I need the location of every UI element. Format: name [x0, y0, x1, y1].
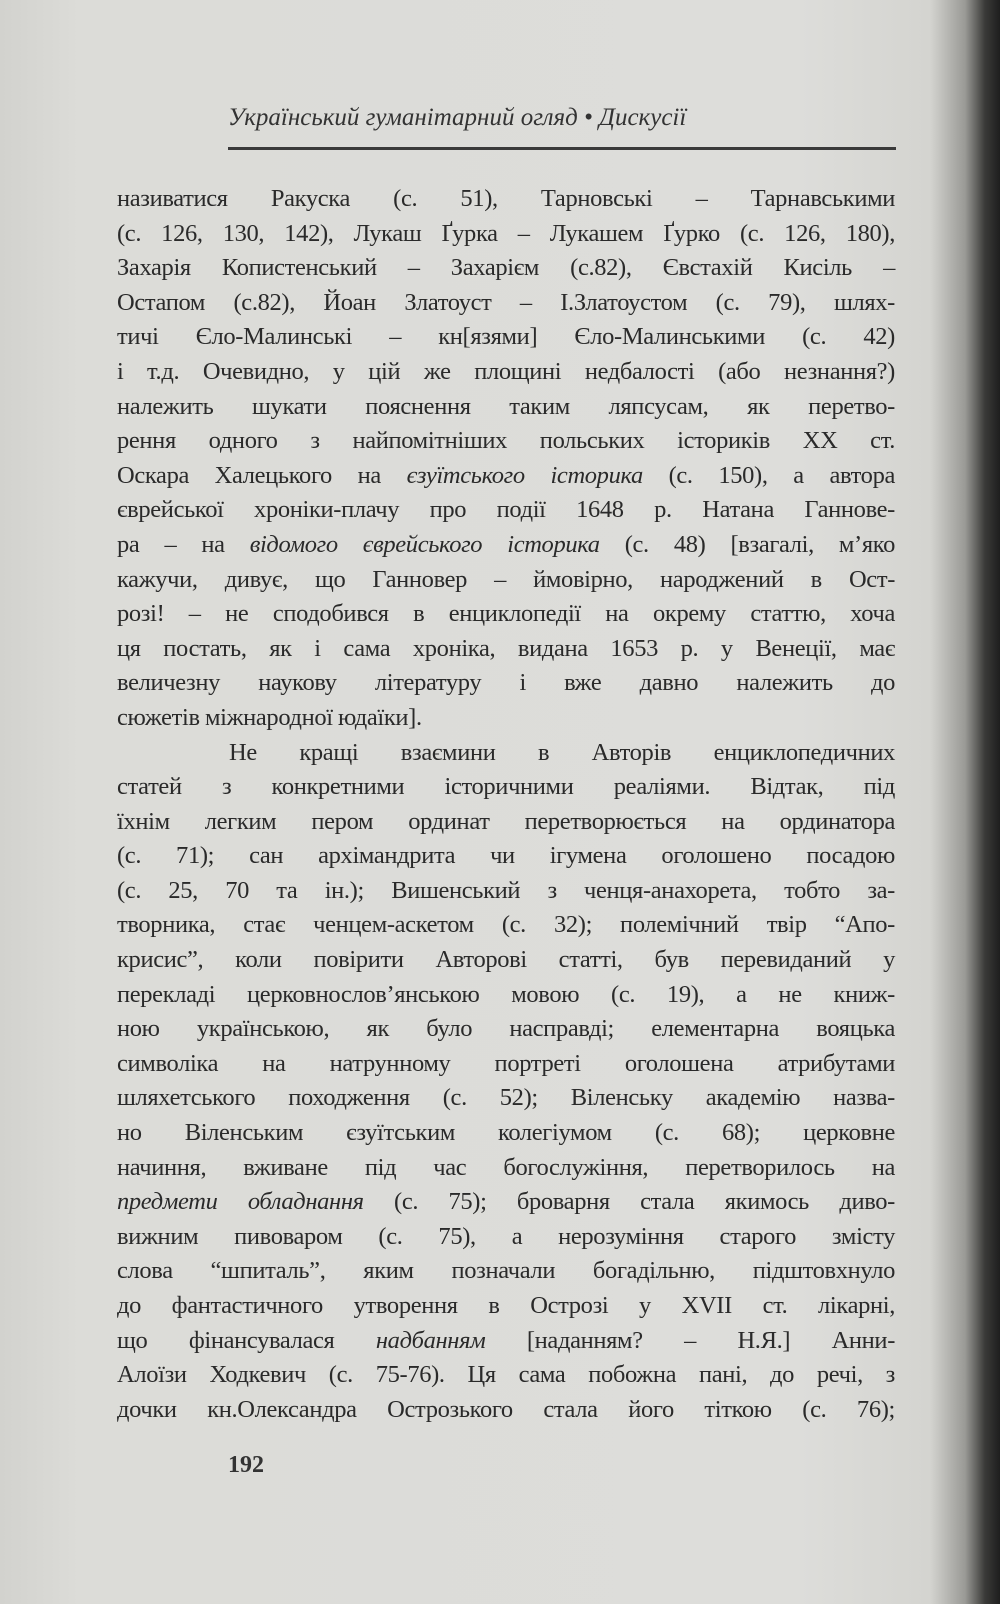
- text-line: [117, 1081, 895, 1116]
- text-segment: розі! – не сподобився в енциклопедії на окрему статтю, хоча: [117, 600, 895, 628]
- text-segment: крисис”, коли повірити Авторові статті, був перевиданий у: [117, 946, 895, 974]
- text-segment: (с. 75); броварня стала якимось диво-: [363, 1188, 895, 1216]
- text-segment: що фінансувалася: [117, 1326, 376, 1354]
- text-segment: Остапом (с.82), Йоан Златоуст – І.Златоустом (с. 79), шлях-: [117, 288, 895, 316]
- text-segment: дочки кн.Олександра Острозького стала його тіткою (с. 76);: [117, 1395, 895, 1423]
- text-line: [117, 701, 895, 736]
- italic-text: єзуїтського історика: [406, 461, 643, 489]
- text-line: [117, 978, 895, 1013]
- text-segment: (с. 25, 70 та ін.); Вишенський з ченця-анахорета, тобто за-: [117, 876, 895, 904]
- text-line: [117, 390, 895, 425]
- text-line: [117, 1116, 895, 1151]
- running-header: Український гуманітарний огляд • Дискусії: [228, 104, 687, 131]
- text-segment: ця постать, як і сама хроніка, видана 1653 р. у Венеції, має: [117, 634, 895, 662]
- text-segment: називатися Ракуска (с. 51), Тарновські – Тарнавськими: [117, 185, 895, 212]
- text-segment: символіка на натрунному портреті оголошена атрибутами: [117, 1049, 895, 1077]
- text-line: [117, 493, 895, 528]
- italic-text: предмети обладнання: [117, 1188, 364, 1216]
- text-segment: рення одного з найпомітніших польських істориків XX ст.: [117, 427, 895, 455]
- text-segment: перекладі церковнослов’янською мовою (с. 19), а не книж-: [117, 980, 895, 1008]
- text-line: [117, 666, 895, 701]
- text-segment: Оскара Халецького на: [117, 461, 407, 489]
- text-line: [117, 355, 895, 390]
- text-line: [117, 1220, 895, 1255]
- text-line: [117, 805, 895, 840]
- text-line: [117, 1324, 895, 1359]
- italic-text: надбанням: [375, 1326, 486, 1354]
- text-line: [117, 1151, 895, 1186]
- text-segment: но Віленським єзуїтським колегіумом (с. 68); церковне: [117, 1119, 895, 1147]
- text-line: [117, 286, 895, 321]
- text-line: [117, 874, 895, 909]
- text-segment: єврейської хроніки-плачу про події 1648 р. Натана Ганнове-: [117, 496, 895, 524]
- text-segment: (с. 150), а автора: [642, 461, 895, 489]
- text-line: [117, 1012, 895, 1047]
- text-line: [117, 424, 895, 459]
- text-segment: (с. 71); сан архімандрита чи ігумена оголошено посадою: [117, 842, 895, 870]
- text-line: [117, 1047, 895, 1082]
- text-segment: кажучи, дивує, що Ганновер – ймовірно, народжений в Ост-: [117, 565, 895, 593]
- page-number: 192: [228, 1452, 264, 1478]
- text-line: [117, 182, 895, 217]
- text-line: [117, 1254, 895, 1289]
- text-segment: сюжетів міжнародної юдаїки].: [117, 703, 422, 731]
- text-line: [117, 217, 895, 252]
- italic-text: відомого єврейського історика: [249, 530, 600, 558]
- text-line: [117, 839, 895, 874]
- text-line: [117, 770, 895, 805]
- text-segment: і т.д. Очевидно, у цій же площині недбалості (або незнання?): [117, 357, 895, 385]
- text-line: [117, 736, 895, 771]
- text-line: [117, 597, 895, 632]
- text-segment: Не кращі взаємини в Авторів енциклопедичних: [229, 738, 895, 766]
- text-segment: [наданням? – Н.Я.] Анни-: [485, 1326, 896, 1354]
- text-segment: належить шукати пояснення таким ляпсусам, як перетво-: [117, 392, 895, 420]
- text-segment: вижним пивоваром (с. 75), а нерозуміння старого змісту: [117, 1222, 895, 1250]
- text-segment: їхнім легким пером ординат перетворюється на ординатора: [117, 807, 895, 835]
- text-line: [117, 632, 895, 667]
- text-segment: до фантастичного утворення в Острозі у XVII ст. лікарні,: [117, 1292, 895, 1319]
- text-segment: ра – на: [117, 530, 250, 558]
- text-segment: тичі Єло-Малинські – кн[язями] Єло-Малинськими (с. 42): [117, 323, 895, 351]
- text-line: [117, 459, 895, 494]
- text-segment: (с. 48) [взагалі, м’яко: [599, 530, 895, 558]
- text-segment: Захарія Копистенський – Захарієм (с.82), Євстахій Кисіль –: [117, 254, 895, 282]
- text-segment: начиння, вживане під час богослужіння, перетворилось на: [117, 1153, 895, 1181]
- header-rule: [228, 147, 896, 150]
- text-line: [117, 1358, 895, 1393]
- text-line: [117, 1289, 895, 1324]
- text-segment: (с. 126, 130, 142), Лукаш Ґурка – Лукашем Ґурко (с. 126, 180),: [117, 219, 895, 247]
- text-line: [117, 563, 895, 598]
- text-line: [117, 943, 895, 978]
- text-segment: слова “шпиталь”, яким позначали богадільню, підштовхнуло: [117, 1257, 895, 1285]
- text-line: [117, 320, 895, 355]
- text-line: [117, 528, 895, 563]
- text-segment: творника, стає ченцем-аскетом (с. 32); полемічний твір “Апо-: [117, 911, 895, 939]
- text-line: [117, 1185, 895, 1220]
- text-line: [117, 251, 895, 286]
- text-segment: величезну наукову літературу і вже давно належить до: [117, 669, 895, 697]
- text-line: [117, 1393, 895, 1428]
- text-line: [117, 908, 895, 943]
- body-text: [117, 182, 895, 1427]
- text-segment: шляхетського походження (с. 52); Віленську академію назва-: [117, 1084, 895, 1112]
- text-segment: ною українською, як було насправді; елементарна вояцька: [117, 1015, 895, 1043]
- text-segment: Алоїзи Ходкевич (с. 75-76). Ця сама побожна пані, до речі, з: [117, 1361, 895, 1389]
- text-segment: статей з конкретними історичними реаліями. Відтак, під: [117, 773, 895, 801]
